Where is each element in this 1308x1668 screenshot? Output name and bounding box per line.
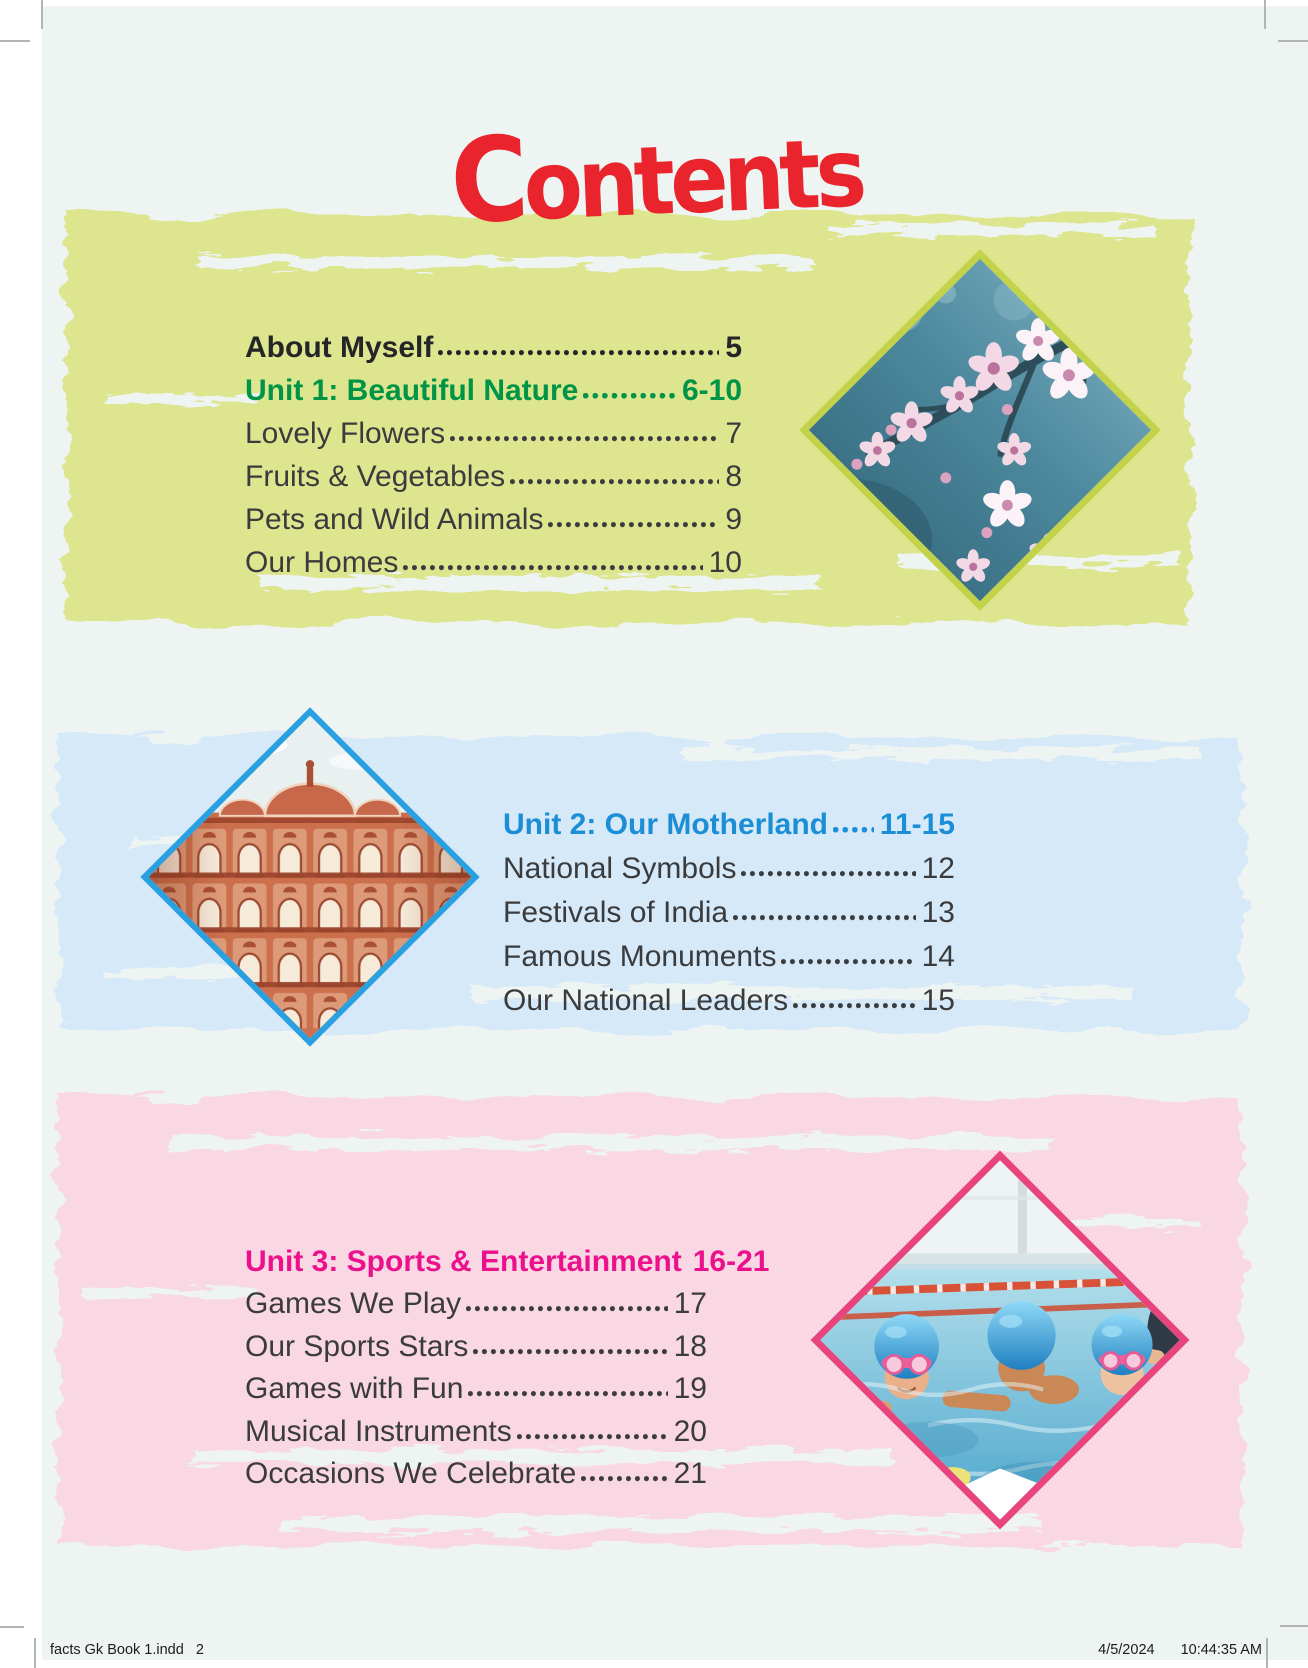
toc-item-label: Games We Play [245, 1287, 462, 1320]
leader-dots [733, 915, 916, 921]
toc-unit-heading-label: Unit 2: Our Motherland [503, 808, 828, 841]
toc-row [245, 451, 742, 494]
toc-item-page: 10 [708, 546, 742, 579]
leader-dots [450, 436, 719, 442]
document-filename: facts Gk Book 1.indd 2 [50, 1642, 204, 1658]
crop-mark [1280, 1625, 1308, 1627]
leader-dots [781, 959, 915, 965]
toc-unit-heading-row [503, 798, 955, 842]
toc-item-label: Games with Fun [245, 1372, 464, 1405]
leader-dots [473, 1349, 667, 1355]
toc-row [245, 408, 742, 451]
unit2-toc-list [503, 798, 955, 1018]
crop-mark [1266, 1638, 1268, 1668]
toc-item-page: 19 [673, 1372, 707, 1405]
toc-item-page: 21 [673, 1457, 707, 1490]
toc-item-label: Our Sports Stars [245, 1329, 469, 1363]
toc-item-page: 12 [921, 852, 955, 885]
toc-unit-heading-label: Unit 3: Sports & Entertainment [245, 1244, 682, 1278]
toc-item-label: Famous Monuments [503, 940, 777, 973]
print-time: 10:44:35 AM [1180, 1642, 1262, 1658]
toc-item-label: Our Homes [245, 546, 399, 579]
page-title: Contents [447, 111, 864, 250]
crop-mark [0, 1626, 24, 1628]
leader-dots [581, 1476, 667, 1482]
crop-mark [1278, 40, 1308, 42]
toc-item-page: 17 [673, 1287, 707, 1320]
toc-item-page: 14 [921, 940, 955, 973]
toc-row [245, 494, 742, 537]
toc-item-label: Lovely Flowers [245, 417, 446, 450]
leader-dots [403, 565, 702, 571]
toc-item-page: 13 [921, 896, 955, 929]
leader-dots [466, 1306, 667, 1312]
crop-mark [41, 0, 43, 29]
toc-item-label: Occasions We Celebrate [245, 1457, 577, 1490]
toc-item-page: 20 [673, 1414, 707, 1448]
toc-unit-heading-row [245, 1236, 770, 1279]
leader-dots [741, 871, 915, 877]
leader-dots [833, 827, 874, 833]
toc-item-label: National Symbols [503, 852, 737, 885]
toc-item-page: 18 [673, 1329, 707, 1363]
toc-row [503, 930, 955, 974]
toc-item-page: 5 [725, 331, 742, 364]
unit3-toc-list [245, 1236, 770, 1491]
leader-dots [468, 1391, 667, 1397]
leader-dots [510, 479, 719, 485]
toc-unit-heading-pages: 6-10 [681, 374, 742, 407]
crop-mark [34, 1638, 36, 1668]
leader-dots [548, 522, 719, 528]
toc-item-page: 7 [725, 417, 742, 450]
toc-row [245, 1321, 707, 1364]
leader-dots [517, 1434, 668, 1440]
crop-mark [1264, 0, 1266, 29]
toc-item-label: Festivals of India [503, 896, 729, 929]
toc-row [245, 537, 742, 580]
toc-row [245, 1279, 707, 1322]
toc-item-label: Our National Leaders [503, 984, 789, 1017]
toc-row [503, 842, 955, 886]
toc-row [245, 1364, 707, 1407]
toc-item-label: Musical Instruments [245, 1414, 512, 1448]
toc-row [503, 886, 955, 930]
print-date: 4/5/2024 [1098, 1642, 1155, 1658]
toc-item-label: About Myself [245, 331, 434, 364]
toc-row [245, 322, 742, 365]
print-timestamp [1098, 1642, 1262, 1658]
toc-item-label: Fruits & Vegetables [245, 460, 506, 493]
toc-item-page: 15 [921, 984, 955, 1017]
toc-unit-heading-pages: 16-21 [692, 1244, 770, 1278]
toc-unit-heading-row [245, 365, 742, 408]
leader-dots [793, 1003, 915, 1009]
toc-row [245, 1406, 707, 1449]
unit1-toc-list [245, 322, 742, 580]
leader-dots [438, 350, 719, 356]
toc-row [245, 1449, 707, 1492]
toc-item-page: 8 [725, 460, 742, 493]
toc-item-label: Pets and Wild Animals [245, 503, 544, 536]
toc-unit-heading-pages: 11-15 [879, 808, 955, 841]
toc-unit-heading-label: Unit 1: Beautiful Nature [245, 374, 579, 407]
toc-item-page: 9 [725, 503, 742, 536]
leader-dots [583, 393, 676, 399]
toc-row [503, 974, 955, 1018]
crop-mark [0, 40, 30, 42]
